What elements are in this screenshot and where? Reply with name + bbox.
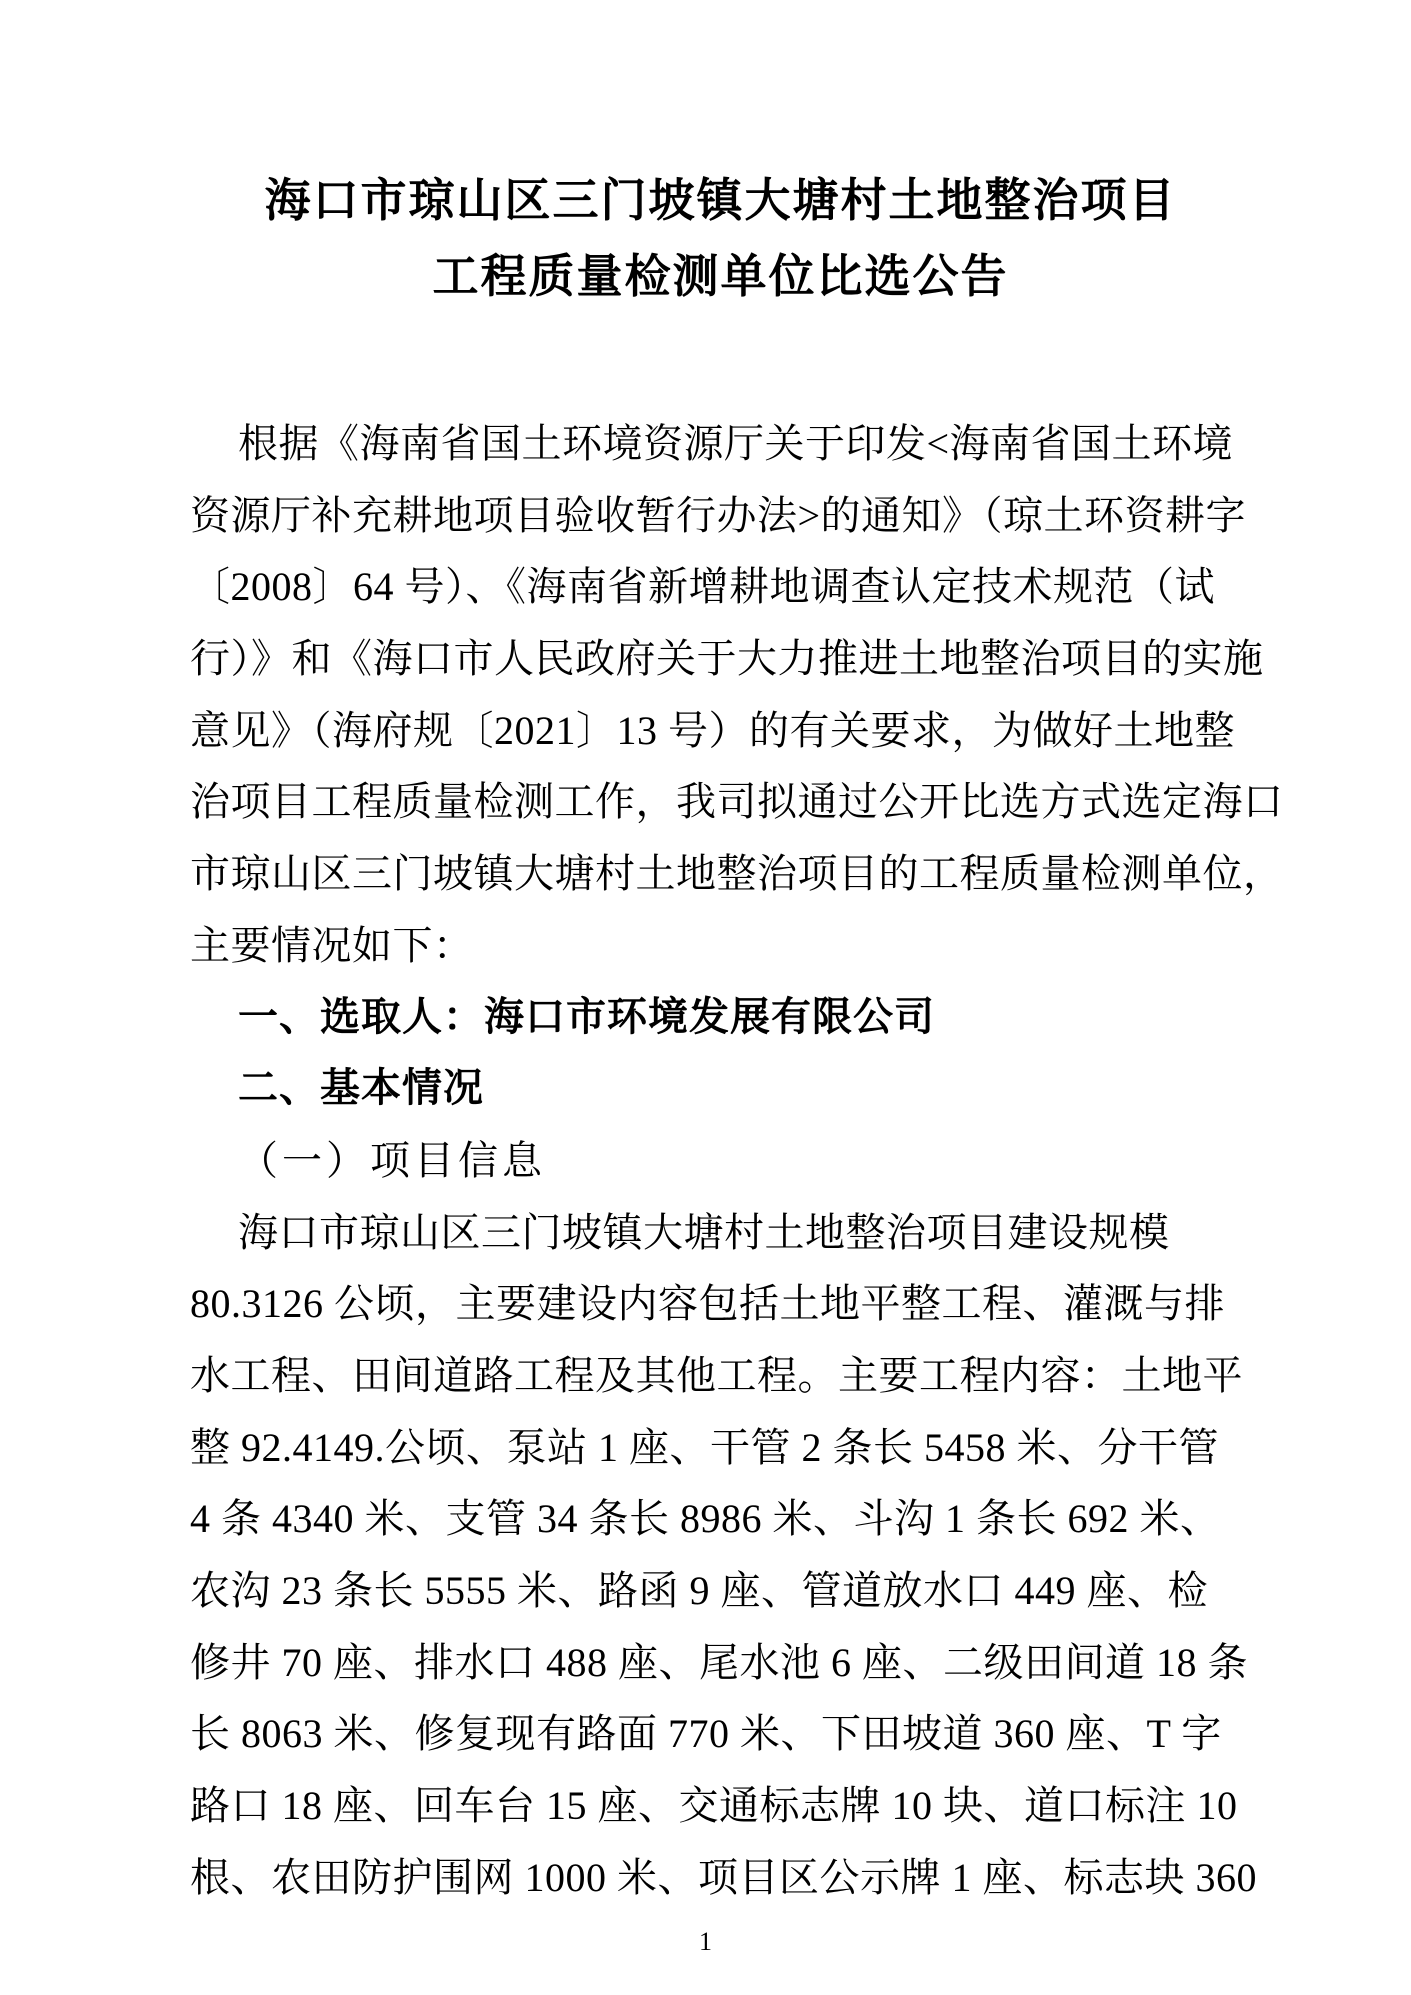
project-line: 4 条 4340 米、支管 34 条长 8986 米、斗沟 1 条长 692 米、 <box>190 1496 1221 1542</box>
section-heading-basic-info: 二、基本情况 <box>238 1066 484 1111</box>
subsection-heading-project-info: （一）项目信息 <box>238 1137 546 1183</box>
project-paragraph <box>190 1197 1257 1914</box>
project-line: 水工程、田间道路工程及其他工程。主要工程内容：土地平 <box>190 1352 1243 1398</box>
intro-line: 〔2008〕64 号）、《海南省新增耕地调查认定技术规范（试 <box>190 564 1215 610</box>
document-title-line-1: 海口市琼山区三门坡镇大塘村土地整治项目 <box>264 174 1177 226</box>
document-title <box>190 162 1251 314</box>
section-heading-selector: 一、选取人：海口市环境发展有限公司 <box>238 994 935 1039</box>
project-line: 整 92.4149.公顷、泵站 1 座、干管 2 条长 5458 米、分干管 <box>190 1424 1219 1470</box>
intro-line: 行）》和《海口市人民政府关于大力推进土地整治项目的实施 <box>190 636 1264 682</box>
document-title-line-2: 工程质量检测单位比选公告 <box>432 250 1009 302</box>
intro-line: 主要情况如下： <box>190 922 474 968</box>
intro-line: 意见》（海府规〔2021〕13 号）的有关要求，为做好土地整 <box>190 707 1235 753</box>
intro-line: 市琼山区三门坡镇大塘村土地整治项目的工程质量检测单位， <box>190 851 1284 897</box>
project-line: 长 8063 米、修复现有路面 770 米、下田坡道 360 座、T 字 <box>190 1711 1222 1757</box>
intro-line: 治项目工程质量检测工作，我司拟通过公开比选方式选定海口 <box>190 779 1284 825</box>
intro-line: 资源厅补充耕地项目验收暂行办法>的通知》（琼土环资耕字 <box>190 492 1247 538</box>
document-body <box>190 408 1284 1913</box>
project-line: 根、农田防护围网 1000 米、项目区公示牌 1 座、标志块 360 <box>190 1854 1257 1900</box>
intro-paragraph <box>190 408 1284 982</box>
intro-line: 根据《海南省国土环境资源厅关于印发<海南省国土环境 <box>238 421 1234 466</box>
project-line: 路口 18 座、回车台 15 座、交通标志牌 10 块、道口标注 10 <box>190 1783 1238 1829</box>
project-line: 农沟 23 条长 5555 米、路函 9 座、管道放水口 449 座、检 <box>190 1568 1208 1613</box>
project-line: 海口市琼山区三门坡镇大塘村土地整治项目建设规模 <box>238 1209 1170 1255</box>
project-line: 80.3126 公顷，主要建设内容包括土地平整工程、灌溉与排 <box>190 1281 1225 1327</box>
project-line: 修井 70 座、排水口 488 座、尾水池 6 座、二级田间道 18 条 <box>190 1639 1248 1685</box>
page-number: 1 <box>699 1927 712 1956</box>
